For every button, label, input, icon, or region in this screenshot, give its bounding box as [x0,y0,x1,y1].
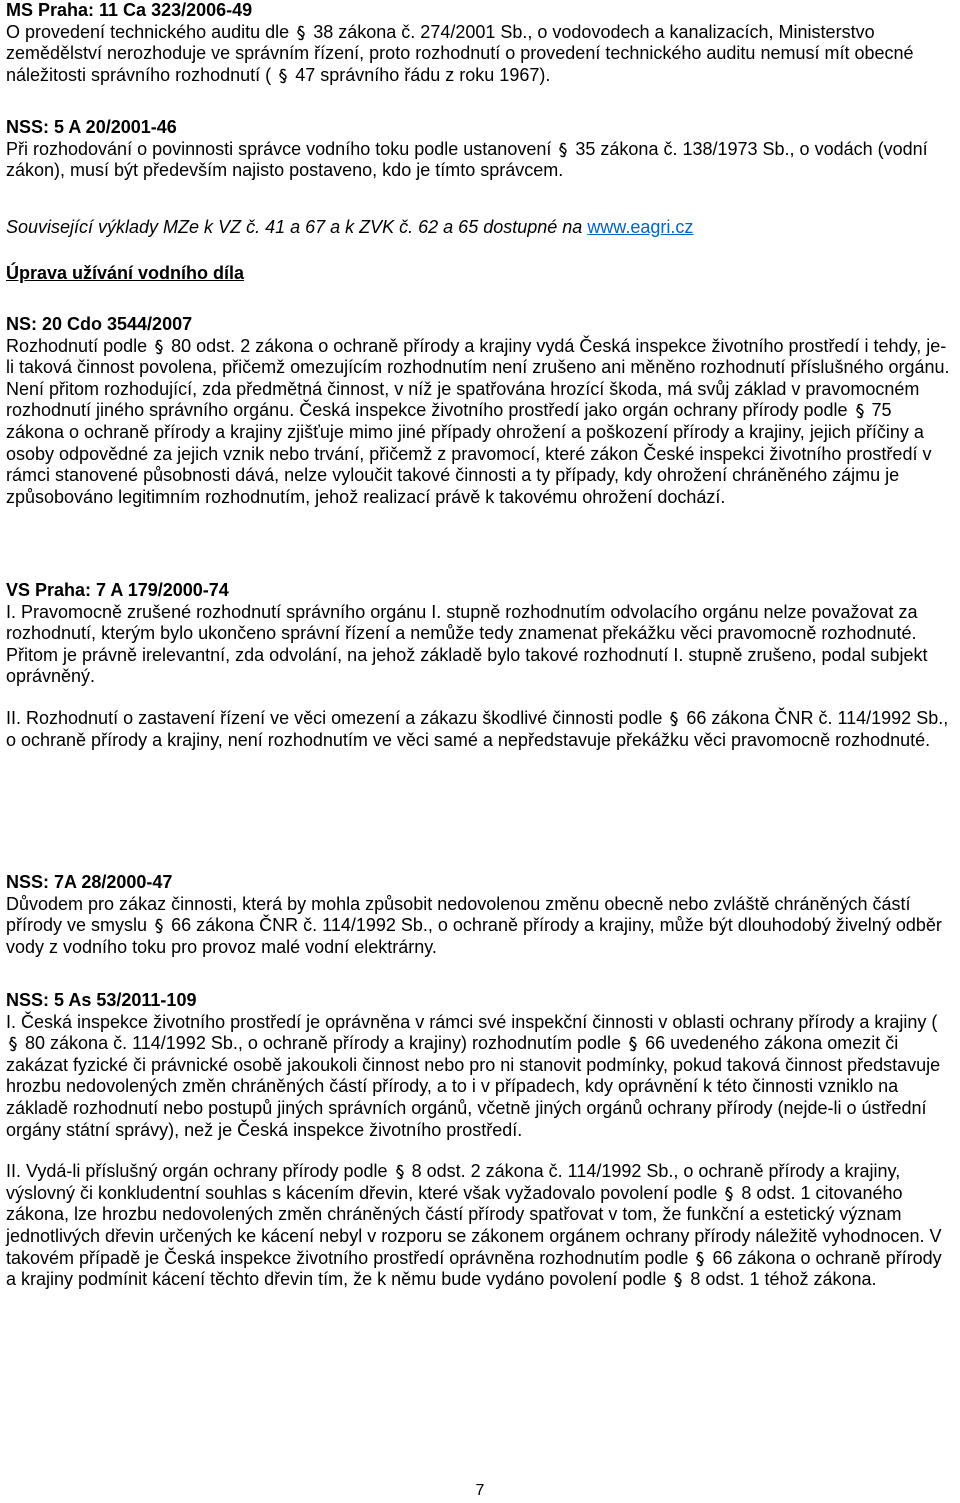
section-sign-icon [693,1248,707,1270]
section-sign-icon [667,708,681,730]
section-sign-icon [393,1161,407,1183]
ruling-ms-praha [6,0,951,86]
ruling-reference: MS Praha: 11 Ca 323/2006-49 [6,0,253,20]
ruling-text-part: O provedení technického auditu dle [6,21,290,42]
ruling-ns-20cdo [6,314,951,508]
related-interpretations [6,217,693,239]
section-sign-icon [626,1033,640,1055]
section-sign-icon [276,65,290,87]
page-number: 7 [475,1482,485,1499]
ruling-text-part: 66 zákona ČNR č. 114/1992 Sb., o ochraně přírody a krajiny, může být dlouhodobý živelný odběr vody z vodního toku pro provoz malé vodní elektrárny. [6,915,942,957]
ruling-vs-praha [6,580,951,751]
ruling-text-part: 66 zákona ČNR č. 114/1992 Sb., o ochraně přírody a krajiny, není rozhodnutím ve věci samé a nepředstavuje překážku věci pravomocně rozhodnuté. [6,707,949,750]
eagri-link[interactable]: www.eagri.cz [587,217,694,237]
ruling-text-part: Při rozhodování o povinnosti správce vodního toku podle ustanovení [6,138,552,159]
ruling-part-one: I. Pravomocně zrušené rozhodnutí správního orgánu I. stupně rozhodnutím odvolacího orgánu nelze považovat za rozhodnutí, kterým bylo ukončeno správní řízení a nemůže tedy znamenat překážku věci pravomocně rozhodnuté. Přitom je právně irelevantní, zda odvolání, na jehož základě bylo takové rozhodnutí I. stupně zrušeno, podal subjekt oprávněný. [6,601,928,687]
ruling-text-part: Důvodem pro zákaz činnosti, která by mohla způsobit nedovolenou změnu obecně nebo zvláště chráněných částí přírody ve smyslu [6,893,911,936]
section-sign-icon [671,1269,685,1291]
ruling-text-part: 75 zákona o ochraně přírody a krajiny zjišťuje mimo jiné případy ohrožení a poškození přírody a krajiny, jejich příčiny a osoby odpovědné za jejich vznik nebo trvání, přičemž z pravomocí, které zákon České inspekci životního prostředí v rámci stanovené působnosti dává, nelze vyloučit takové činnosti a ty případy, kdy ohrožení chráněného zájmu je způsobováno legitimním rozhodnutím, jehož realizací právě k takovému ohrožení dochází. [6,400,932,507]
ruling-reference: NSS: 5 A 20/2001-46 [6,117,177,137]
ruling-text-part: 8 odst. 1 téhož zákona. [690,1269,877,1290]
section-sign-icon [6,1033,20,1055]
ruling-text-part: 8 odst. 1 citovaného zákona, lze hrozbu nedovolených změn chráněných částí přírody spatřovat v tom, že funkční a estetický význam jednotlivých dřevin určených ke kácení nebyl v rozporu se zákonem orgánem ochrany přírody náležitě vyhodnocen. V takovém případě je Česká inspekce životního prostředí oprávněna rozhodnutím podle [6,1182,942,1268]
section-sign-icon [556,139,570,161]
ruling-reference: NSS: 7A 28/2000-47 [6,872,173,892]
section-sign-icon [722,1183,736,1205]
related-text: Související výklady MZe k VZ č. 41 a 67 a k ZVK č. 62 a 65 dostupné na [6,217,583,237]
ruling-reference: NSS: 5 As 53/2011-109 [6,990,197,1010]
ruling-text-part: I. Česká inspekce životního prostředí je oprávněna v rámci své inspekční činnosti v oblasti ochrany přírody a krajiny ( [6,1011,938,1032]
section-heading [6,263,244,285]
ruling-nss-5a [6,117,951,182]
ruling-reference: VS Praha: 7 A 179/2000-74 [6,580,229,600]
ruling-text-part: 66 uvedeného zákona omezit či zakázat fyzické či právnické osobě jakoukoli činnost nebo pro ni stanovit podmínky, pokud taková činnost představuje hrozbu nedovolených změn chráněných částí přírody, a to i v případech, kdy oprávnění k této činnosti vzniklo na základě rozhodnutí nebo postupů jiných správních orgánů, včetně jiných orgánů ochrany přírody (nejde-li o ústřední orgány státní správy), než je Česká inspekce životního prostředí. [6,1033,941,1140]
ruling-text-part: 35 zákona č. 138/1973 Sb., o vodách (vodní zákon), musí být především najisto postaveno, kdo je tímto správcem. [6,138,928,181]
ruling-text-part: 80 odst. 2 zákona o ochraně přírody a krajiny vydá Česká inspekce životního prostředí i tehdy, je-li taková činnost povolena, přičemž omezujícím rozhodnutím není zrušeno ani měněno rozhodnutí příslušného orgánu. Není přitom rozhodující, zda předmětná činnost, v níž je spatřována hrozící škoda, má svůj základ v pravomocném rozhodnutí jiného správního orgánu. Česká inspekce životního prostředí jako orgán ochrany přírody podle [6,335,950,421]
ruling-text-part: II. Vydá-li příslušný orgán ochrany přírody podle [6,1161,388,1182]
section-sign-icon [152,915,166,937]
ruling-text-part: 8 odst. 2 zákona č. 114/1992 Sb., o ochraně přírody a krajiny, výslovný či konkludentní souhlas s kácením dřevin, které však vyžadovalo povolení podle [6,1161,901,1203]
ruling-nss-5as [6,990,951,1291]
section-sign-icon [294,22,308,44]
ruling-text-part: 47 správního řádu z roku 1967). [295,64,551,85]
section-title: Úprava užívání vodního díla [6,263,245,283]
ruling-nss-7a [6,872,951,958]
ruling-text-part: Rozhodnutí podle [6,335,148,356]
ruling-text-part: 66 zákona o ochraně přírody a krajiny podmínit kácení těchto dřevin tím, že k němu bude vydáno povolení podle [6,1247,942,1290]
ruling-reference: NS: 20 Cdo 3544/2007 [6,314,193,334]
ruling-text-part: II. Rozhodnutí o zastavení řízení ve věci omezení a zákazu škodlivé činnosti podle [6,707,663,728]
section-sign-icon [152,336,166,358]
ruling-text-part: 80 zákona č. 114/1992 Sb., o ochraně přírody a krajiny) rozhodnutím podle [25,1033,622,1054]
ruling-text-part: 38 zákona č. 274/2001 Sb., o vodovodech a kanalizacích, Ministerstvo zemědělství nerozhoduje ve správním řízení, proto rozhodnutí o provedení technického auditu nemusí mít obecné náležitosti správního rozhodnutí ( [6,21,914,85]
section-sign-icon [853,400,867,422]
